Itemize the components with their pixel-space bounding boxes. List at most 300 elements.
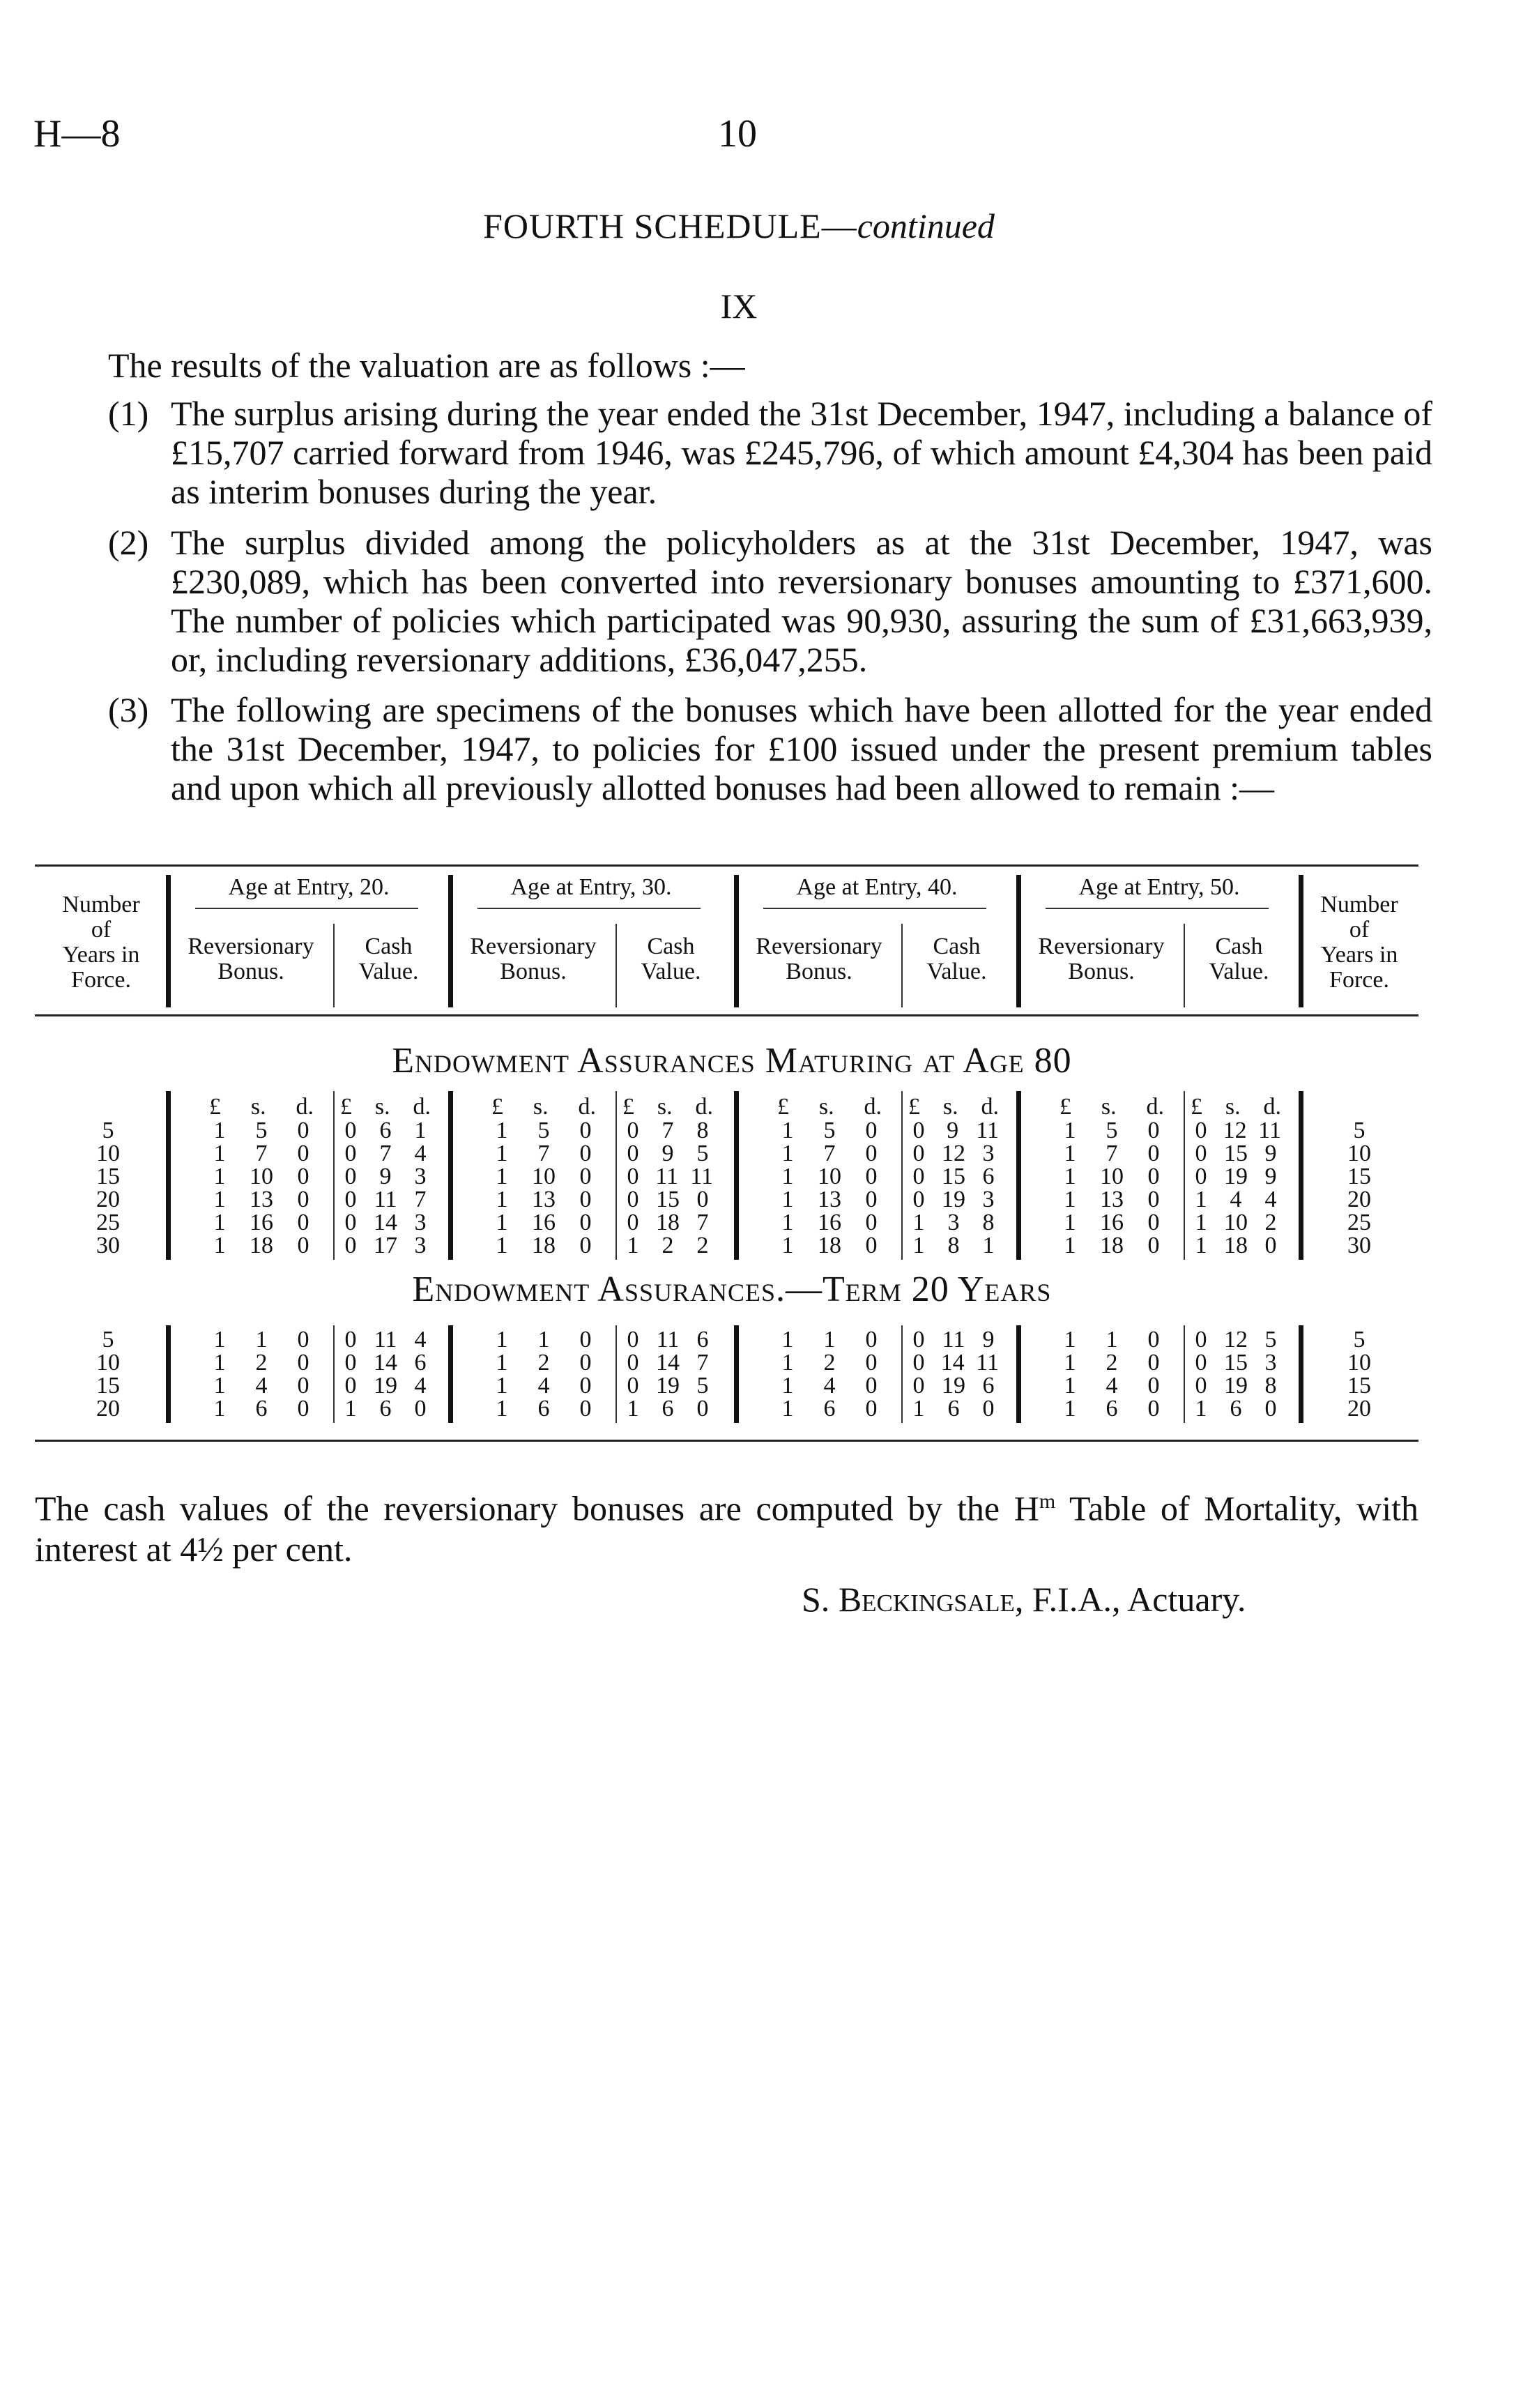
reversionary-bonus-value <box>209 1397 314 1421</box>
reversionary-bonus-header <box>739 934 899 984</box>
amount-part: 0 <box>865 1141 878 1166</box>
amount-part: 7 <box>537 1141 550 1166</box>
amount-part: 11 <box>656 1327 680 1352</box>
years-in-force-right: 10 <box>1347 1350 1371 1376</box>
amount-part: 0 <box>414 1396 427 1422</box>
cash-value <box>340 1165 431 1189</box>
amount-part: 19 <box>374 1373 397 1399</box>
amount-part: 1 <box>781 1396 794 1422</box>
amount-part: 0 <box>912 1118 925 1143</box>
sub-column-divider <box>901 1325 903 1423</box>
amount-part: 5 <box>696 1373 709 1399</box>
cash-value <box>622 1165 713 1189</box>
amount-part: 0 <box>297 1350 309 1376</box>
amount-part: 1 <box>537 1327 550 1352</box>
amount-part: 1 <box>781 1327 794 1352</box>
amount-part: 0 <box>579 1396 592 1422</box>
group-divider <box>448 1091 453 1260</box>
amount-part: 1 <box>781 1118 794 1143</box>
item-1-number: (1) <box>108 394 149 433</box>
amount-part: 1 <box>496 1373 508 1399</box>
amount-part: 10 <box>1224 1210 1248 1235</box>
amount-part: 0 <box>344 1233 357 1258</box>
unit-label: s. <box>250 1094 266 1120</box>
group-divider <box>166 875 171 1007</box>
amount-part: 1 <box>496 1164 508 1189</box>
years-in-force-left: 10 <box>96 1350 120 1376</box>
unit-label: s. <box>657 1094 673 1120</box>
years-in-force-left: 15 <box>96 1164 120 1189</box>
cash-value <box>1191 1211 1281 1235</box>
amount-part: 0 <box>1147 1210 1160 1235</box>
amount-part: 16 <box>818 1210 841 1235</box>
amount-part: 8 <box>1264 1373 1277 1399</box>
cash-value <box>622 1351 713 1375</box>
amount-part: 13 <box>818 1187 841 1212</box>
amount-part: 1 <box>213 1118 226 1143</box>
amount-part: 0 <box>1195 1141 1207 1166</box>
actuary-signature <box>802 1579 1246 1620</box>
right-header-line: Years in <box>1320 942 1398 968</box>
sub-column-divider <box>615 1091 617 1260</box>
amount-part: 4 <box>1106 1373 1118 1399</box>
reversionary-bonus-value <box>1059 1119 1164 1143</box>
age-group-rule <box>1046 908 1269 909</box>
amount-part: 4 <box>823 1373 836 1399</box>
reversionary-bonus-value <box>491 1188 596 1212</box>
section1-title-text: Endowment Assurances Maturing at Age 80 <box>392 1041 1072 1081</box>
amount-part: 7 <box>1106 1141 1118 1166</box>
amount-part: 0 <box>627 1210 639 1235</box>
group-divider <box>734 1325 739 1423</box>
amount-part: 6 <box>1230 1396 1242 1422</box>
sub-column-divider <box>1184 1325 1185 1423</box>
amount-part: 1 <box>496 1210 508 1235</box>
amount-part: 0 <box>865 1327 878 1352</box>
item-2-text: The surplus divided among the policyholders as at the 31st December, 1947, was £230,089, which has been converted into reversionary bonuses amounting to £371,600. The number of policies which participated was 90,930, assuring the sum of £31,663,939, or, including reversionary additions, £36,047,255. <box>171 523 1432 679</box>
amount-part: 1 <box>781 1210 794 1235</box>
group-divider <box>734 875 739 1007</box>
amount-part: 6 <box>982 1164 995 1189</box>
amount-part: 10 <box>250 1164 273 1189</box>
amount-part: 0 <box>344 1141 357 1166</box>
amount-part: 1 <box>496 1118 508 1143</box>
amount-part: 6 <box>982 1373 995 1399</box>
amount-part: 0 <box>865 1233 878 1258</box>
unit-label: s. <box>942 1094 958 1120</box>
currency-units <box>908 1094 999 1120</box>
reversionary-header-line: Bonus. <box>786 959 852 984</box>
cash-value-note <box>35 1481 1418 1569</box>
cash-value <box>1191 1351 1281 1375</box>
amount-part: 7 <box>414 1187 427 1212</box>
amount-part: 7 <box>696 1350 709 1376</box>
group-divider <box>1016 1325 1021 1423</box>
unit-label: £ <box>622 1094 634 1120</box>
amount-part: 0 <box>865 1210 878 1235</box>
reversionary-bonus-value <box>491 1397 596 1421</box>
amount-part: 0 <box>297 1141 309 1166</box>
amount-part: 1 <box>781 1350 794 1376</box>
amount-part: 6 <box>947 1396 960 1422</box>
amount-part: 0 <box>1147 1327 1160 1352</box>
amount-part: 6 <box>661 1396 674 1422</box>
amount-part: 0 <box>696 1187 709 1212</box>
cash-header-line: Value. <box>641 959 701 984</box>
currency-units <box>1059 1094 1164 1120</box>
amount-part: 1 <box>1195 1396 1207 1422</box>
cash-value <box>622 1188 713 1212</box>
cash-value <box>340 1397 431 1421</box>
amount-part: 14 <box>374 1350 397 1376</box>
amount-part: 1 <box>213 1164 226 1189</box>
unit-label: d. <box>578 1094 596 1120</box>
reversionary-bonus-value <box>1059 1165 1164 1189</box>
amount-part: 0 <box>912 1327 925 1352</box>
schedule-title-text: FOURTH SCHEDULE— <box>483 206 857 245</box>
amount-part: 0 <box>1147 1373 1160 1399</box>
reversionary-header-line: Bonus. <box>217 959 284 984</box>
group-divider <box>1299 1091 1303 1260</box>
unit-label: s. <box>533 1094 549 1120</box>
amount-part: 0 <box>912 1164 925 1189</box>
amount-part: 0 <box>1195 1373 1207 1399</box>
currency-units <box>491 1094 596 1120</box>
amount-part: 5 <box>696 1141 709 1166</box>
amount-part: 0 <box>865 1187 878 1212</box>
amount-part: 0 <box>579 1373 592 1399</box>
amount-part: 3 <box>414 1164 427 1189</box>
currency-units <box>340 1094 431 1120</box>
cash-value <box>340 1328 431 1352</box>
cash-value <box>340 1211 431 1235</box>
cash-value <box>622 1374 713 1398</box>
page-number: 10 <box>718 112 757 155</box>
amount-part: 1 <box>213 1327 226 1352</box>
reversionary-bonus-value <box>209 1165 314 1189</box>
amount-part: 19 <box>656 1373 680 1399</box>
amount-part: 0 <box>865 1396 878 1422</box>
amount-part: 1 <box>781 1164 794 1189</box>
amount-part: 6 <box>1106 1396 1118 1422</box>
amount-part: 0 <box>579 1164 592 1189</box>
unit-label: d. <box>1146 1094 1164 1120</box>
amount-part: 0 <box>297 1327 309 1352</box>
sub-column-divider <box>615 1325 617 1423</box>
reversionary-bonus-value <box>777 1142 882 1166</box>
years-in-force-right: 5 <box>1353 1118 1365 1143</box>
amount-part: 0 <box>1195 1164 1207 1189</box>
sub-column-divider <box>333 924 335 1007</box>
amount-part: 1 <box>213 1396 226 1422</box>
amount-part: 16 <box>250 1210 273 1235</box>
cash-value <box>622 1211 713 1235</box>
amount-part: 4 <box>414 1327 427 1352</box>
amount-part: 1 <box>414 1118 427 1143</box>
age-group-rule <box>763 908 986 909</box>
amount-part: 0 <box>912 1187 925 1212</box>
amount-part: 6 <box>379 1396 392 1422</box>
reversionary-bonus-value <box>777 1328 882 1352</box>
amount-part: 9 <box>379 1164 392 1189</box>
note-text-after: Table of Mortality, with interest at 4½ per cent. <box>35 1488 1418 1569</box>
amount-part: 0 <box>579 1233 592 1258</box>
amount-part: 2 <box>823 1350 836 1376</box>
unit-label: £ <box>209 1094 221 1120</box>
amount-part: 1 <box>781 1373 794 1399</box>
reversionary-bonus-value <box>209 1142 314 1166</box>
years-in-force-right: 25 <box>1347 1210 1371 1235</box>
amount-part: 0 <box>579 1210 592 1235</box>
amount-part: 1 <box>627 1233 639 1258</box>
amount-part: 7 <box>255 1141 268 1166</box>
amount-part: 0 <box>627 1187 639 1212</box>
item-1 <box>108 394 1432 511</box>
amount-part: 0 <box>982 1396 995 1422</box>
amount-part: 1 <box>496 1187 508 1212</box>
cash-value <box>622 1142 713 1166</box>
amount-part: 16 <box>1100 1210 1124 1235</box>
schedule-continued: continued <box>857 206 995 245</box>
signature-name: Beckingsale <box>838 1580 1015 1619</box>
age-group-header: Age at Entry, 30. <box>510 874 672 900</box>
amount-part: 11 <box>1258 1118 1281 1143</box>
amount-part: 1 <box>1195 1187 1207 1212</box>
left-header-line: Number <box>62 892 140 917</box>
amount-part: 8 <box>947 1233 960 1258</box>
cash-value <box>1191 1165 1281 1189</box>
amount-part: 18 <box>818 1233 841 1258</box>
amount-part: 1 <box>912 1396 925 1422</box>
cash-value <box>908 1397 999 1421</box>
left-header-line: of <box>91 917 112 943</box>
unit-label: d. <box>981 1094 999 1120</box>
document-code: H—8 <box>33 112 121 155</box>
cash-value <box>908 1351 999 1375</box>
amount-part: 1 <box>1195 1210 1207 1235</box>
amount-part: 0 <box>627 1118 639 1143</box>
currency-units <box>1191 1094 1281 1120</box>
amount-part: 5 <box>1106 1118 1118 1143</box>
unit-label: d. <box>1263 1094 1281 1120</box>
amount-part: 1 <box>912 1233 925 1258</box>
unit-label: £ <box>491 1094 503 1120</box>
amount-part: 0 <box>1147 1396 1160 1422</box>
amount-part: 7 <box>661 1118 674 1143</box>
age-group-header: Age at Entry, 40. <box>796 874 958 900</box>
group-divider <box>448 875 453 1007</box>
years-in-force-left: 20 <box>96 1396 120 1422</box>
cash-value <box>622 1397 713 1421</box>
amount-part: 2 <box>1106 1350 1118 1376</box>
amount-part: 1 <box>781 1141 794 1166</box>
cash-value <box>1191 1328 1281 1352</box>
unit-label: d. <box>864 1094 882 1120</box>
reversionary-bonus-value <box>491 1119 596 1143</box>
amount-part: 1 <box>1064 1373 1076 1399</box>
amount-part: 0 <box>297 1210 309 1235</box>
amount-part: 0 <box>579 1327 592 1352</box>
amount-part: 9 <box>982 1327 995 1352</box>
amount-part: 1 <box>496 1350 508 1376</box>
years-in-force-right: 20 <box>1347 1396 1371 1422</box>
amount-part: 5 <box>823 1118 836 1143</box>
amount-part: 3 <box>947 1210 960 1235</box>
amount-part: 14 <box>656 1350 680 1376</box>
cash-value <box>908 1211 999 1235</box>
cash-header-line: Cash <box>647 934 695 959</box>
sub-column-divider <box>901 1091 903 1260</box>
amount-part: 6 <box>537 1396 550 1422</box>
amount-part: 1 <box>213 1373 226 1399</box>
unit-label: s. <box>374 1094 390 1120</box>
reversionary-bonus-value <box>491 1234 596 1258</box>
reversionary-bonus-value <box>1059 1328 1164 1352</box>
unit-label: d. <box>296 1094 314 1120</box>
reversionary-bonus-value <box>1059 1374 1164 1398</box>
amount-part: 1 <box>255 1327 268 1352</box>
reversionary-bonus-value <box>777 1234 882 1258</box>
note-text-before: The cash values of the reversionary bonuses are computed by the H <box>35 1488 1039 1528</box>
reversionary-header-line: Reversionary <box>470 934 597 959</box>
table-top-rule <box>35 864 1418 867</box>
cash-header-line: Cash <box>1215 934 1263 959</box>
amount-part: 13 <box>532 1187 556 1212</box>
amount-part: 4 <box>414 1373 427 1399</box>
amount-part: 5 <box>255 1118 268 1143</box>
group-divider <box>448 1325 453 1423</box>
amount-part: 9 <box>947 1118 959 1143</box>
reversionary-bonus-value <box>209 1119 314 1143</box>
amount-part: 1 <box>1064 1350 1076 1376</box>
amount-part: 0 <box>627 1327 639 1352</box>
years-in-force-left: 15 <box>96 1373 120 1399</box>
cash-value <box>340 1142 431 1166</box>
amount-part: 1 <box>1064 1141 1076 1166</box>
unit-label: £ <box>1191 1094 1202 1120</box>
cash-value <box>622 1328 713 1352</box>
cash-header-line: Cash <box>365 934 413 959</box>
amount-part: 0 <box>297 1118 309 1143</box>
group-divider <box>1299 1325 1303 1423</box>
amount-part: 14 <box>374 1210 397 1235</box>
cash-value <box>1191 1142 1281 1166</box>
currency-units <box>209 1094 314 1120</box>
amount-part: 11 <box>655 1164 678 1189</box>
reversionary-bonus-value <box>209 1328 314 1352</box>
amount-part: 11 <box>976 1350 999 1376</box>
amount-part: 0 <box>344 1118 357 1143</box>
amount-part: 4 <box>1264 1187 1277 1212</box>
amount-part: 6 <box>696 1327 709 1352</box>
group-divider <box>166 1091 171 1260</box>
amount-part: 16 <box>532 1210 556 1235</box>
reversionary-bonus-value <box>209 1234 314 1258</box>
item-3-text: The following are specimens of the bonuses which have been allotted for the year ended the 31st December, 1947, to policies for £100 issued under the present premium tables and upon which all previously allotted bonuses had been allowed to remain :— <box>171 690 1432 807</box>
unit-label: £ <box>340 1094 352 1120</box>
amount-part: 1 <box>1064 1210 1076 1235</box>
amount-part: 1 <box>496 1327 508 1352</box>
item-2 <box>108 523 1432 679</box>
amount-part: 8 <box>696 1118 709 1143</box>
amount-part: 15 <box>1224 1141 1248 1166</box>
schedule-title <box>0 206 1478 246</box>
amount-part: 0 <box>579 1350 592 1376</box>
cash-value <box>908 1234 999 1258</box>
amount-part: 1 <box>823 1327 836 1352</box>
amount-part: 15 <box>1224 1350 1248 1376</box>
item-2-number: (2) <box>108 523 149 562</box>
unit-label: s. <box>1101 1094 1117 1120</box>
table-header-rule <box>35 1014 1418 1016</box>
table-bottom-rule <box>35 1440 1418 1442</box>
amount-part: 19 <box>942 1187 965 1212</box>
cash-value <box>340 1119 431 1143</box>
amount-part: 19 <box>1224 1164 1248 1189</box>
amount-part: 0 <box>344 1373 357 1399</box>
cash-value <box>908 1188 999 1212</box>
amount-part: 0 <box>297 1233 309 1258</box>
section-endowment-term-20-title <box>0 1269 1464 1310</box>
cash-value-header <box>903 934 1011 984</box>
amount-part: 18 <box>656 1210 680 1235</box>
amount-part: 0 <box>627 1350 639 1376</box>
amount-part: 1 <box>496 1233 508 1258</box>
reversionary-bonus-value <box>1059 1188 1164 1212</box>
section2-title-text: Endowment Assurances.—Term 20 Years <box>412 1270 1052 1309</box>
group-divider <box>1299 875 1303 1007</box>
amount-part: 0 <box>627 1164 639 1189</box>
amount-part: 0 <box>912 1373 925 1399</box>
cash-value <box>1191 1188 1281 1212</box>
amount-part: 1 <box>1064 1233 1076 1258</box>
reversionary-bonus-header <box>453 934 613 984</box>
signature-initial: S. <box>802 1580 839 1619</box>
cash-value <box>622 1234 713 1258</box>
cash-value <box>1191 1397 1281 1421</box>
amount-part: 8 <box>982 1210 995 1235</box>
amount-part: 1 <box>496 1396 508 1422</box>
amount-part: 1 <box>1064 1327 1076 1352</box>
reversionary-bonus-value <box>491 1142 596 1166</box>
cash-value-header <box>617 934 725 984</box>
amount-part: 11 <box>374 1187 397 1212</box>
group-divider <box>1016 1091 1021 1260</box>
sub-column-divider <box>1184 924 1185 1007</box>
sub-column-divider <box>901 924 903 1007</box>
amount-part: 0 <box>344 1164 357 1189</box>
intro-text: The results of the valuation are as follows :— <box>108 346 745 385</box>
amount-part: 4 <box>537 1373 550 1399</box>
amount-part: 1 <box>213 1210 226 1235</box>
amount-part: 0 <box>344 1327 357 1352</box>
amount-part: 3 <box>1264 1350 1277 1376</box>
cash-header-line: Value. <box>926 959 987 984</box>
amount-part: 13 <box>250 1187 273 1212</box>
amount-part: 18 <box>532 1233 556 1258</box>
cash-value <box>340 1351 431 1375</box>
left-years-header <box>35 892 167 993</box>
amount-part: 6 <box>255 1396 268 1422</box>
years-in-force-right: 15 <box>1347 1373 1371 1399</box>
cash-value <box>340 1234 431 1258</box>
amount-part: 0 <box>865 1164 878 1189</box>
amount-part: 0 <box>297 1373 309 1399</box>
amount-part: 6 <box>823 1396 836 1422</box>
item-3-number: (3) <box>108 690 149 729</box>
unit-label: s. <box>1225 1094 1241 1120</box>
amount-part: 9 <box>1264 1141 1277 1166</box>
